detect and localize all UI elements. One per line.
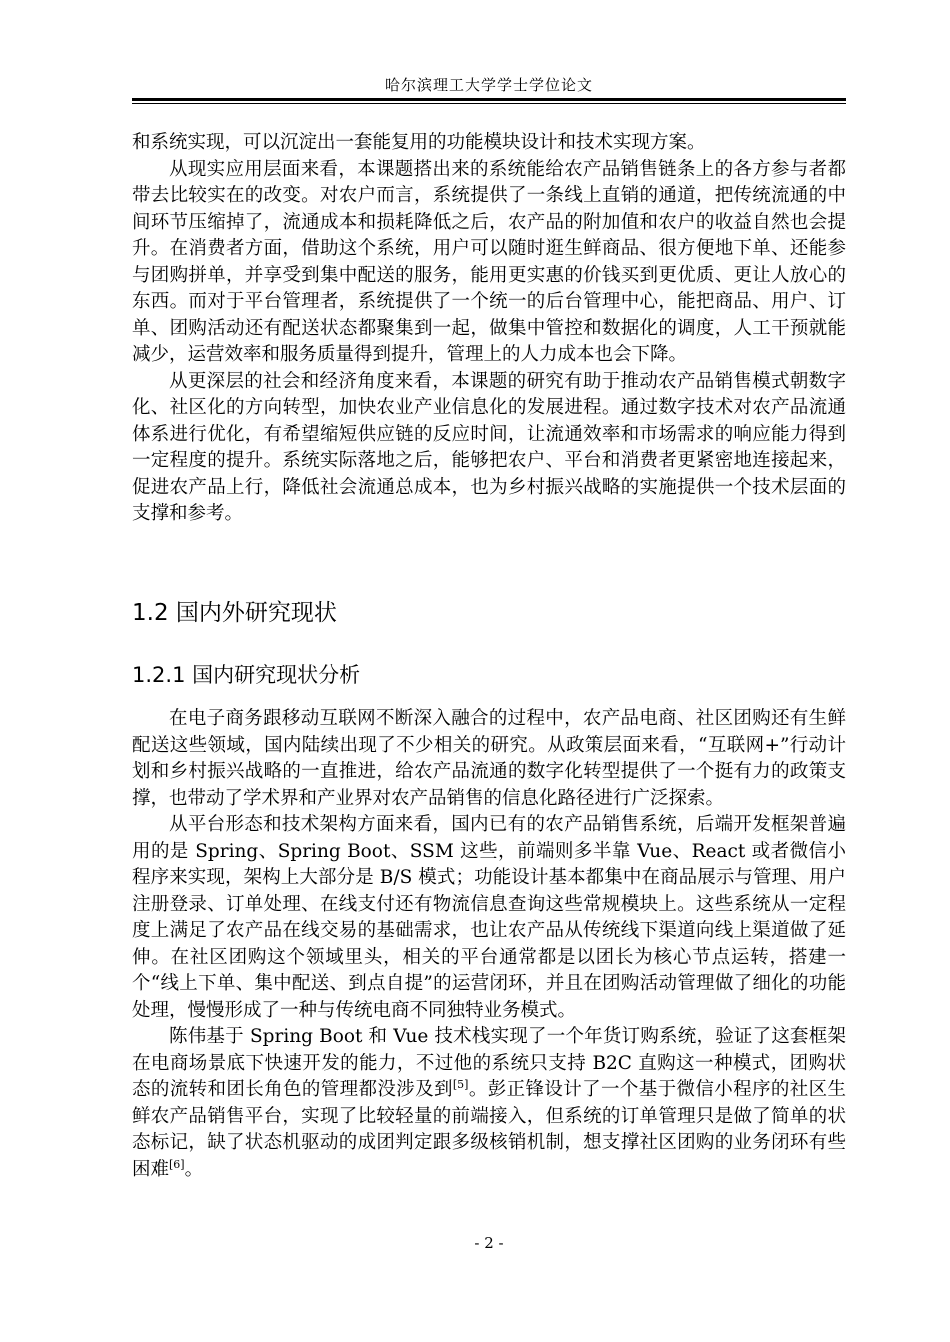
section-significance [132,130,846,528]
related-work-text-a: 陈伟基于 Spring Boot 和 Vue 技术栈实现了一个年货订购系统，验证了这套框架在电商场景底下快速开发的能力，不过他的系统只支持 B2C 直购这一种模式，团购状态的流转和团长角色的管理都没涉及到 [132,1026,846,1100]
header-rule-thin [132,103,846,104]
running-header: 哈尔滨理工大学学士学位论文 [384,76,593,94]
paragraph-related-work [132,1024,846,1183]
header-rule-thick [132,98,846,101]
paragraph-architecture: 从平台形态和技术架构方面来看，国内已有的农产品销售系统，后端开发框架普遍用的是 Spring、Spring Boot、SSM 这些，前端则多半靠 Vue、React 或者微信小程序来实现，架构上大部分是 B/S 模式；功能设计基本都集中在商品展示与管理、用户注册登录、订单处理、在线支付还有物流信息查询这些常规模块上。这些系统从一定程度上满足了农产品在线交易的基础需求，也让农产品从传统线下渠道向线上渠道做了延伸。在社区团购这个领域里头，相关的平台通常都是以团长为核心节点运转，搭建一个“线上下单、集中配送、到点自提”的运营闭环，并且在团购活动管理做了细化的功能处理，慢慢形成了一种与传统电商不同独特业务模式。 [132,814,846,1021]
citation-5: [5] [452,1077,469,1091]
heading-1-2-1: 1.2.1 国内研究现状分析 [132,663,361,687]
paragraph-policy: 在电子商务跟移动互联网不断深入融合的过程中，农产品电商、社区团购还有生鲜配送这些领域，国内陆续出现了不少相关的研究。从政策层面来看，“互联网+”行动计划和乡村振兴战略的一直推进，给农产品流通的数字化转型提供了一个挺有力的政策支撑，也带动了学术界和产业界对农产品销售的信息化路径进行广泛探索。 [132,708,846,809]
related-work-text-c: 。 [184,1158,204,1180]
paragraph-social-value: 从更深层的社会和经济角度来看，本课题的研究有助于推动农产品销售模式朝数字化、社区化的方向转型，加快农业产业信息化的发展进程。通过数字技术对农产品流通体系进行优化，有希望缩短供应链的反应时间，让流通效率和市场需求的响应能力得到一定程度的提升。系统实际落地之后，能够把农户、平台和消费者更紧密地连接起来，促进农产品上行，降低社会流通总成本，也为乡村振兴战略的实施提供一个技术层面的支撑和参考。 [132,370,846,524]
citation-6: [6] [169,1157,185,1171]
heading-1-2: 1.2 国内外研究现状 [132,600,337,626]
paragraph-practical-value: 从现实应用层面来看，本课题搭出来的系统能给农产品销售链条上的各方参与者都带去比较实在的改变。对农户而言，系统提供了一条线上直销的通道，把传统流通的中间环节压缩掉了，流通成本和损耗降低之后，农产品的附加值和农户的收益自然也会提升。在消费者方面，借助这个系统，用户可以随时逛生鲜商品、很方便地下单、还能参与团购拼单，并享受到集中配送的服务，能用更实惠的价钱买到更优质、更让人放心的东西。而对于平台管理者，系统提供了一个统一的后台管理中心，能把商品、用户、订单、团购活动还有配送状态都聚集到一起，做集中管控和数据化的调度，人工干预就能减少，运营效率和服务质量得到提升，管理上的人力成本也会下降。 [132,158,846,365]
page-number: - 2 - [474,1234,504,1252]
paragraph-continued: 和系统实现，可以沉淀出一套能复用的功能模块设计和技术实现方案。 [132,132,706,153]
related-work-text-b: 。彭正锋设计了一个基于微信小程序的社区生鲜农产品销售平台，实现了比较轻量的前端接入，但系统的订单管理只是做了简单的状态标记，缺了状态机驱动的成团判定跟多级核销机制，想支撑社区团购的业务闭环有些困难 [132,1079,846,1180]
section-domestic-research [132,706,846,1183]
